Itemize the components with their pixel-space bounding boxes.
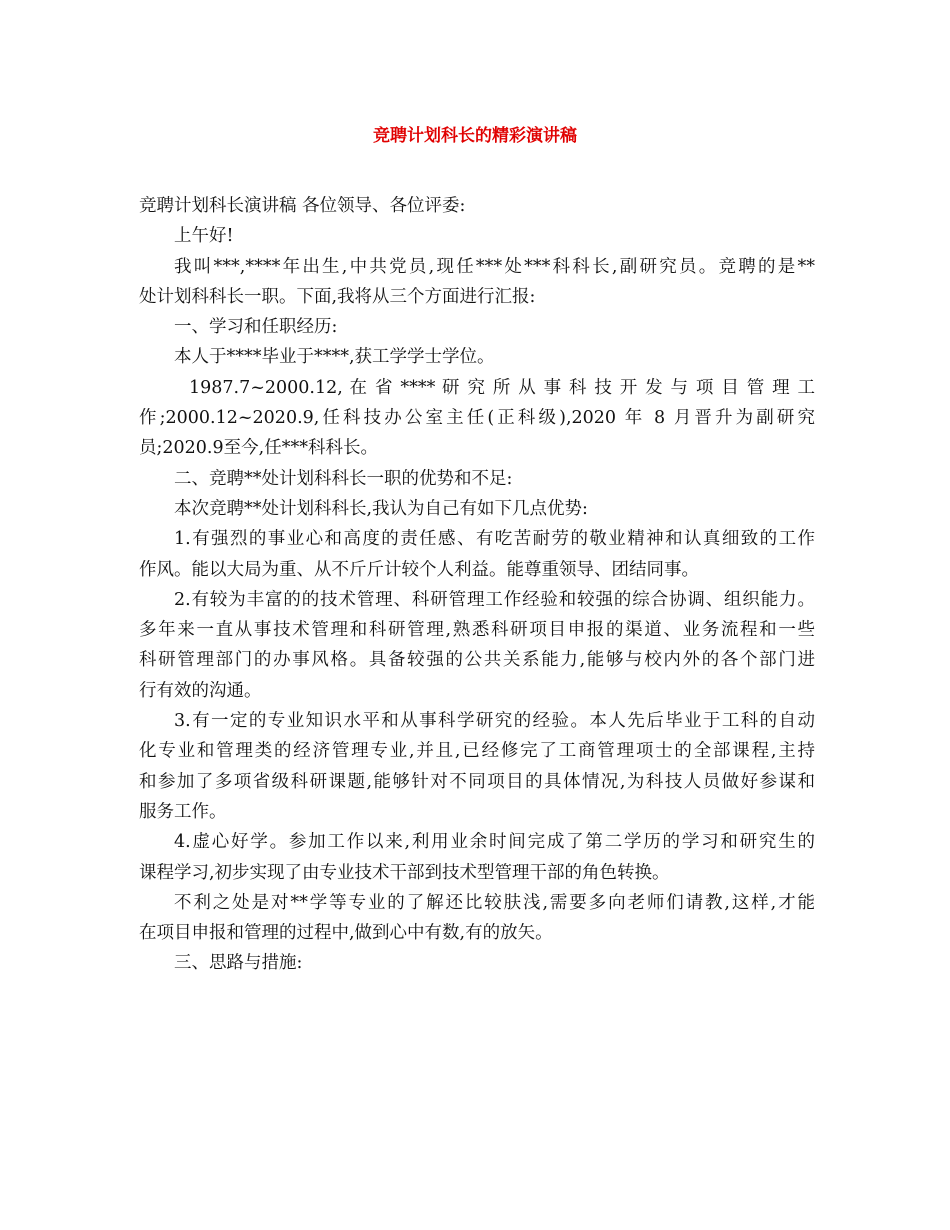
list-item-line: 和参加了多项省级科研课题,能够针对不同项目的具体情况,为科技人员做好参谋和 <box>139 771 815 792</box>
paragraph-line: 我叫***,****年出生,中共党员,现任***处***科科长,副研究员。竞聘的是** <box>174 256 815 277</box>
greeting-line: 上午好! <box>174 226 234 247</box>
list-item-line: 行有效的沟通。 <box>139 680 262 701</box>
section-heading: 三、思路与措施: <box>174 953 303 974</box>
paragraph-line: 不利之处是对**学等专业的了解还比较肤浅,需要多向老师们请教,这样,才能 <box>174 892 815 913</box>
list-item-line: 多年来一直从事技术管理和科研管理,熟悉科研项目申报的渠道、业务流程和一些 <box>139 620 815 641</box>
list-item-line: 科研管理部门的办事风格。具备较强的公共关系能力,能够与校内外的各个部门进 <box>139 650 815 671</box>
section-heading: 二、竞聘**处计划科科长一职的优势和不足: <box>174 468 513 489</box>
list-item-line: 4.虚心好学。参加工作以来,利用业余时间完成了第二学历的学习和研究生的 <box>174 832 815 853</box>
paragraph-line: 处计划科科长一职。下面,我将从三个方面进行汇报: <box>139 286 536 307</box>
document-body <box>139 191 815 979</box>
paragraph-line: 员;2020.9至今,任***科科长。 <box>139 438 378 459</box>
section-heading: 一、学习和任职经历: <box>174 317 338 338</box>
list-item-line: 1.有强烈的事业心和高度的责任感、有吃苦耐劳的敬业精神和认真细致的工作 <box>174 529 815 550</box>
list-item-line: 3.有一定的专业知识水平和从事科学研究的经验。本人先后毕业于工科的自动 <box>174 711 815 732</box>
paragraph-line: 本次竞聘**处计划科科长,我认为自己有如下几点优势: <box>174 498 588 519</box>
list-item-line: 课程学习,初步实现了由专业技术干部到技术型管理干部的角色转换。 <box>139 862 670 883</box>
paragraph-line: 在项目申报和管理的过程中,做到心中有数,有的放矢。 <box>139 923 553 944</box>
list-item-line: 作风。能以大局为重、从不斤斤计较个人利益。能尊重领导、团结同事。 <box>139 559 699 580</box>
document-title: 竞聘计划科长的精彩演讲稿 <box>373 126 577 146</box>
list-item-line: 服务工作。 <box>139 801 227 822</box>
paragraph-line: 作;2000.12~2020.9,任科技办公室主任(正科级),2020 年 8 月晋升为副研究 <box>139 408 815 429</box>
list-item-line: 化专业和管理类的经济管理专业,并且,已经修完了工商管理项士的全部课程,主持 <box>139 741 815 762</box>
paragraph-line: 本人于****毕业于****,获工学学士学位。 <box>174 347 495 368</box>
paragraph-line: 1987.7~2000.12, 在 省 **** 研 究 所 从 事 科 技 开 发 与 项 目 管 理 工 <box>189 377 815 398</box>
list-item-line: 2.有较为丰富的的技术管理、科研管理工作经验和较强的综合协调、组织能力。 <box>174 589 815 610</box>
salutation-line: 竞聘计划科长演讲稿 各位领导、各位评委: <box>139 196 466 216</box>
